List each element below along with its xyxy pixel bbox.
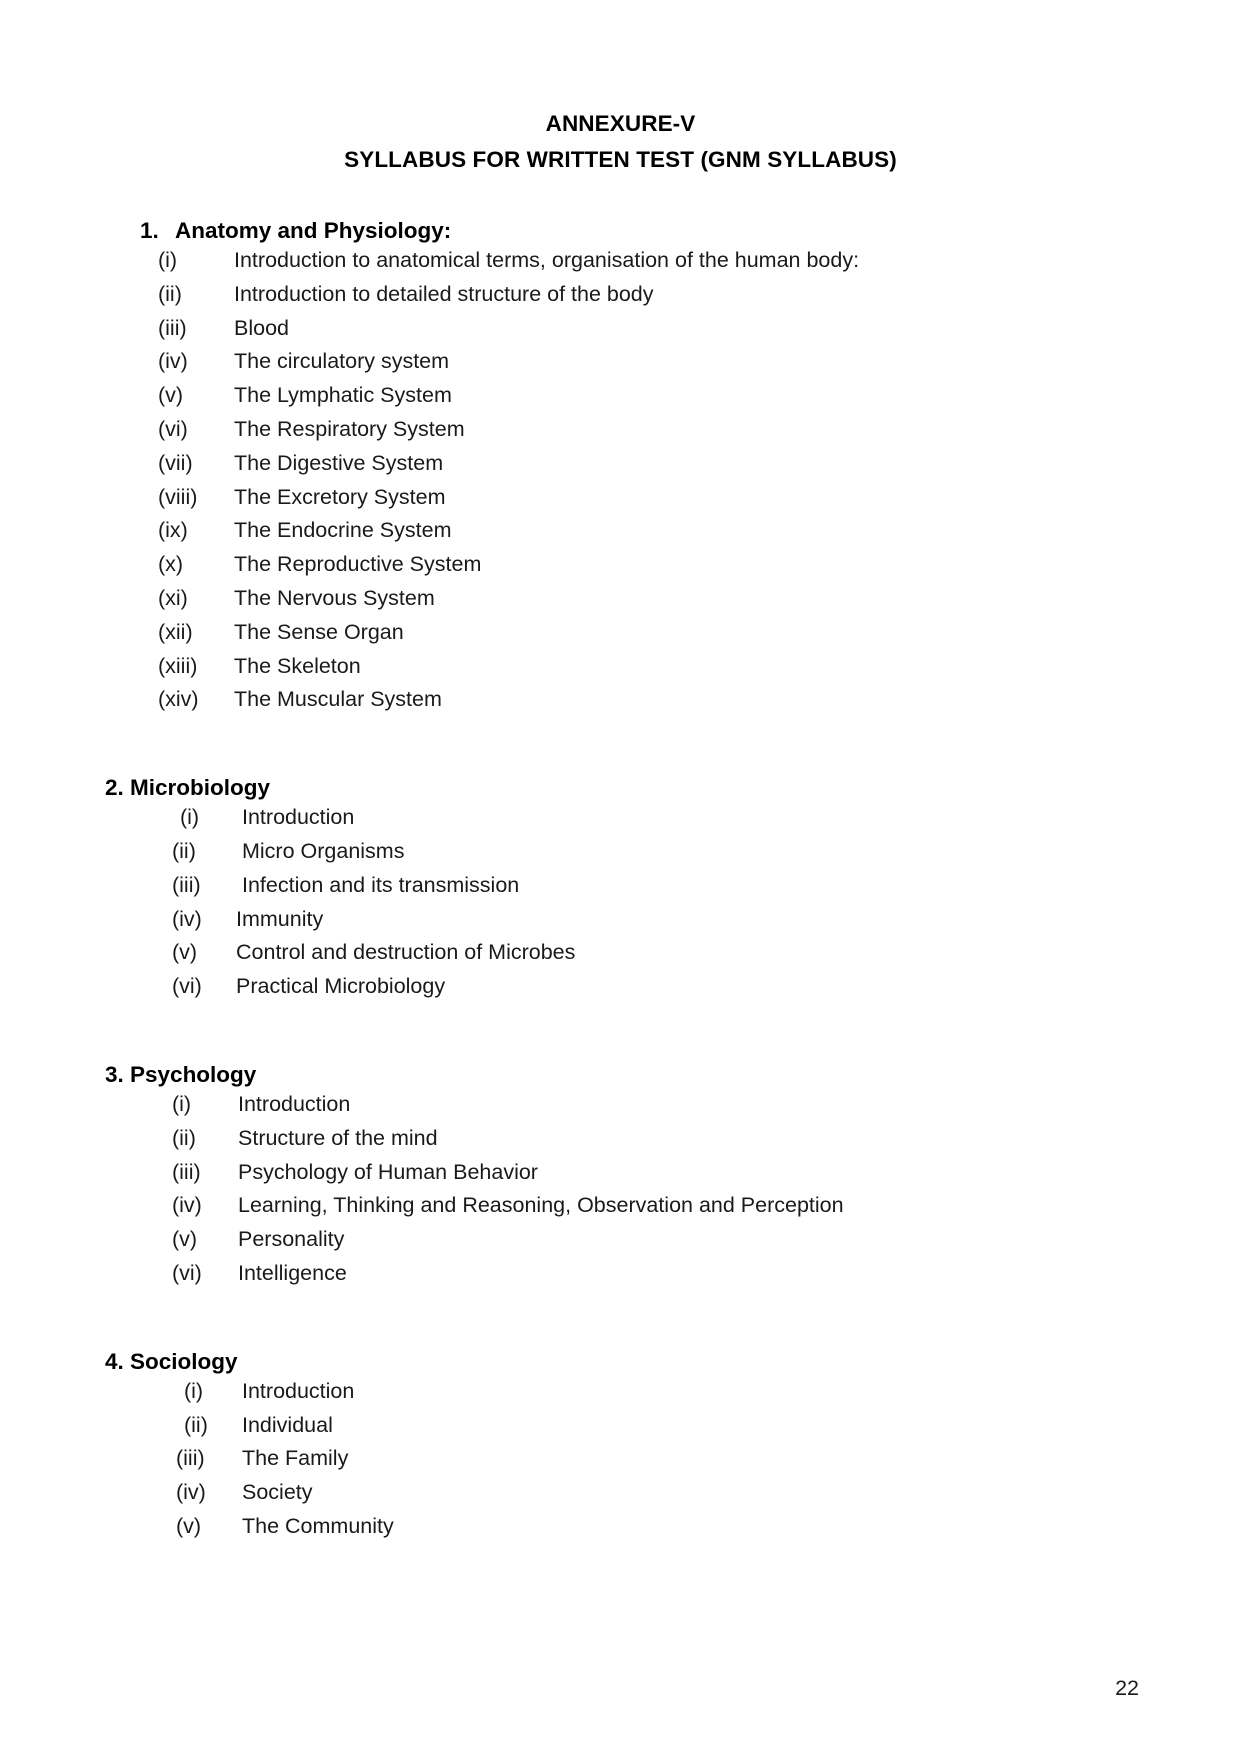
section-3-heading: 3. Psychology <box>105 1061 257 1087</box>
item-text: Introduction <box>238 1091 351 1116</box>
item-marker: (ii) <box>172 838 196 863</box>
page-number: 22 <box>1115 1676 1139 1700</box>
item-text: The Sense Organ <box>234 619 404 644</box>
syllabus-title: SYLLABUS FOR WRITTEN TEST (GNM SYLLABUS) <box>344 147 897 172</box>
section-4-item-list <box>0 1375 1241 1544</box>
list-item <box>0 1122 1241 1156</box>
item-text: Introduction <box>242 805 355 830</box>
list-item <box>0 936 1241 970</box>
syllabus-content <box>0 218 1241 1544</box>
item-text: The Family <box>242 1446 349 1471</box>
list-item <box>0 650 1241 684</box>
item-marker: (iv) <box>172 906 202 931</box>
item-text: The Skeleton <box>234 653 361 678</box>
item-text: Learning, Thinking and Reasoning, Observation and Perception <box>238 1193 844 1218</box>
item-text: Society <box>242 1480 313 1505</box>
list-item <box>0 801 1241 835</box>
section-1-item-list <box>0 244 1241 717</box>
spacer-after-title <box>0 178 1241 218</box>
item-marker: (i) <box>184 1378 204 1403</box>
item-text: Micro Organisms <box>242 838 405 863</box>
item-marker: (vii) <box>158 450 193 475</box>
item-marker: (ii) <box>172 1125 196 1150</box>
annexure-title: ANNEXURE-V <box>545 111 696 136</box>
section-1-number: 1. <box>140 218 159 243</box>
item-text: The circulatory system <box>234 349 450 374</box>
list-item <box>0 1409 1241 1443</box>
item-text: Control and destruction of Microbes <box>236 940 576 965</box>
list-item <box>0 278 1241 312</box>
item-text: Intelligence <box>238 1260 347 1285</box>
item-marker: (xiii) <box>158 653 198 678</box>
list-item <box>0 447 1241 481</box>
list-item <box>0 244 1241 278</box>
item-text: Practical Microbiology <box>236 974 446 999</box>
item-marker: (iii) <box>172 1159 201 1184</box>
item-marker: (i) <box>158 248 178 272</box>
list-item <box>0 345 1241 379</box>
item-marker: (i) <box>172 1091 192 1116</box>
item-text: Personality <box>238 1227 345 1252</box>
document-title-block <box>0 0 1241 178</box>
item-marker: (xii) <box>158 619 193 644</box>
list-item <box>0 1189 1241 1223</box>
section-3-item-list <box>0 1088 1241 1291</box>
item-text: The Nervous System <box>234 585 435 610</box>
item-marker: (v) <box>158 383 184 408</box>
list-item <box>0 903 1241 937</box>
item-marker: (xiv) <box>158 687 199 712</box>
list-item <box>0 514 1241 548</box>
item-marker: (iv) <box>172 1193 202 1218</box>
section-2-heading: 2. Microbiology <box>105 775 271 801</box>
item-text: The Digestive System <box>234 450 444 475</box>
list-item <box>0 548 1241 582</box>
item-marker: (ii) <box>158 281 182 306</box>
item-text: Immunity <box>236 906 324 931</box>
section-1-title: Anatomy and Physiology: <box>175 218 452 243</box>
list-item <box>0 970 1241 1004</box>
item-marker: (iv) <box>158 349 188 374</box>
item-text: Individual <box>242 1412 333 1437</box>
list-item <box>0 683 1241 717</box>
list-item <box>0 1223 1241 1257</box>
list-item <box>0 1156 1241 1190</box>
item-text: Introduction to anatomical terms, organisation of the human body: <box>234 248 860 272</box>
item-marker: (iii) <box>158 315 187 340</box>
item-text: The Community <box>242 1513 394 1538</box>
list-item <box>0 312 1241 346</box>
item-text: Psychology of Human Behavior <box>238 1159 538 1184</box>
item-marker: (v) <box>172 1227 198 1252</box>
section-anatomy-and-physiology <box>0 218 1241 717</box>
section-microbiology <box>0 775 1241 1004</box>
item-text: Infection and its transmission <box>242 872 520 897</box>
item-text: Blood <box>234 315 289 340</box>
item-marker: (iii) <box>176 1446 205 1471</box>
item-marker: (iii) <box>172 872 201 897</box>
list-item <box>0 1510 1241 1544</box>
list-item <box>0 869 1241 903</box>
item-marker: (viii) <box>158 484 198 509</box>
spacer-section-3-4 <box>0 1291 1241 1349</box>
section-4-heading: 4. Sociology <box>105 1348 238 1374</box>
section-psychology <box>0 1062 1241 1291</box>
section-sociology <box>0 1349 1241 1544</box>
list-item <box>0 616 1241 650</box>
item-text: The Lymphatic System <box>234 383 452 408</box>
item-marker: (ix) <box>158 518 188 543</box>
list-item <box>0 413 1241 447</box>
list-item <box>0 481 1241 515</box>
list-item <box>0 379 1241 413</box>
spacer-section-2-3 <box>0 1004 1241 1062</box>
item-marker: (vi) <box>172 1260 202 1285</box>
item-marker: (ii) <box>184 1412 208 1437</box>
item-text: The Endocrine System <box>234 518 452 543</box>
item-marker: (x) <box>158 552 184 577</box>
list-item <box>0 1375 1241 1409</box>
item-text: The Reproductive System <box>234 552 482 577</box>
list-item <box>0 1442 1241 1476</box>
spacer-section-1-2 <box>0 717 1241 775</box>
item-marker: (vi) <box>172 974 202 999</box>
list-item <box>0 1476 1241 1510</box>
item-marker: (iv) <box>176 1480 206 1505</box>
list-item <box>0 1088 1241 1122</box>
section-1-heading <box>0 218 1241 244</box>
list-item <box>0 1257 1241 1291</box>
item-marker: (xi) <box>158 585 188 610</box>
item-marker: (v) <box>172 940 198 965</box>
list-item <box>0 582 1241 616</box>
item-text: The Muscular System <box>234 687 442 712</box>
item-marker: (i) <box>180 805 200 830</box>
section-2-item-list <box>0 801 1241 1004</box>
item-text: The Respiratory System <box>234 416 465 441</box>
item-text: Structure of the mind <box>238 1125 438 1150</box>
item-marker: (v) <box>176 1513 202 1538</box>
list-item <box>0 835 1241 869</box>
item-text: Introduction to detailed structure of the body <box>234 281 654 306</box>
item-text: Introduction <box>242 1378 355 1403</box>
item-marker: (vi) <box>158 416 188 441</box>
item-text: The Excretory System <box>234 484 446 509</box>
